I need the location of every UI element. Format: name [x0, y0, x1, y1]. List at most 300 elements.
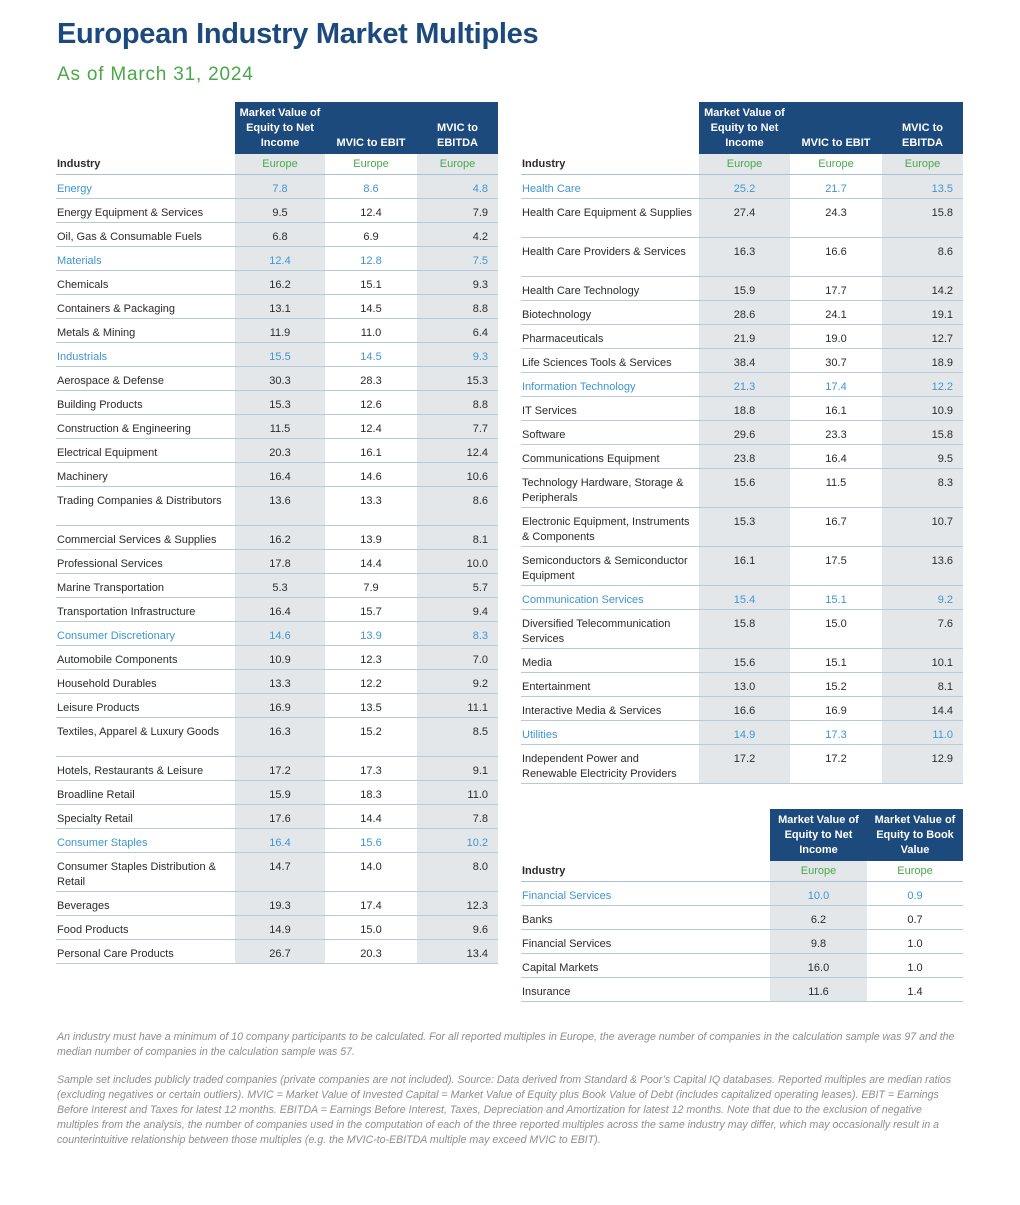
multiple-value: 15.6	[325, 829, 417, 853]
multiple-value: 9.3	[417, 343, 498, 367]
col-header-net-income: Market Value of Equity to Net Income	[699, 102, 790, 154]
sector-row	[521, 882, 963, 906]
industry-name: Insurance	[521, 978, 770, 1002]
multiple-value: 12.3	[417, 892, 498, 916]
multiple-value: 13.3	[235, 670, 325, 694]
multiple-value: 10.0	[417, 550, 498, 574]
multiple-value: 14.2	[882, 277, 963, 301]
multiple-value: 18.9	[882, 349, 963, 373]
multiple-value: 17.4	[325, 892, 417, 916]
table-row	[56, 415, 498, 439]
multiple-value: 24.1	[790, 301, 882, 325]
multiple-value: 26.7	[235, 940, 325, 964]
multiple-value: 12.4	[417, 439, 498, 463]
table-row	[521, 610, 963, 649]
multiple-value: 19.1	[882, 301, 963, 325]
industry-name: Automobile Components	[56, 646, 235, 670]
multiple-value: 11.0	[417, 781, 498, 805]
multiple-value: 27.4	[699, 199, 790, 238]
industry-name: Oil, Gas & Consumable Fuels	[56, 223, 235, 247]
footnote-sample-size: An industry must have a minimum of 10 company participants to be calculated. For all reported multiples in Europe, the average number of companies in the calculation sample was 97 and the median number of companies in the calculation sample was 57.	[57, 1031, 955, 1058]
table-row	[521, 547, 963, 586]
table-row	[521, 508, 963, 547]
multiple-value: 25.2	[699, 175, 790, 199]
sector-row	[56, 175, 498, 199]
table-row	[56, 550, 498, 574]
multiple-value: 0.9	[867, 882, 963, 906]
multiple-value: 8.6	[325, 175, 417, 199]
multiple-value: 16.6	[699, 697, 790, 721]
multiple-value: 24.3	[790, 199, 882, 238]
multiple-value: 15.8	[699, 610, 790, 649]
multiple-value: 17.6	[235, 805, 325, 829]
multiple-value: 19.3	[235, 892, 325, 916]
col-header-mvic-ebitda: MVIC to EBITDA	[417, 102, 498, 154]
multiple-value: 23.3	[790, 421, 882, 445]
industry-name: Textiles, Apparel & Luxury Goods	[56, 718, 235, 757]
sector-row	[521, 721, 963, 745]
multiple-value: 14.4	[325, 550, 417, 574]
sector-row	[56, 343, 498, 367]
multiple-value: 6.9	[325, 223, 417, 247]
multiple-value: 7.6	[882, 610, 963, 649]
industry-name: Materials	[56, 247, 235, 271]
industry-name: Beverages	[56, 892, 235, 916]
col-header-mvic-ebit: MVIC to EBIT	[325, 102, 417, 154]
industry-name: Commercial Services & Supplies	[56, 526, 235, 550]
multiple-value: 15.3	[417, 367, 498, 391]
multiple-value: 13.5	[325, 694, 417, 718]
industry-name: Chemicals	[56, 271, 235, 295]
multiple-value: 19.0	[790, 325, 882, 349]
multiple-value: 13.6	[882, 547, 963, 586]
table-row	[56, 718, 498, 757]
multiple-value: 17.5	[790, 547, 882, 586]
financial-multiples-table	[521, 809, 963, 1002]
table-row	[56, 598, 498, 622]
multiple-value: 21.7	[790, 175, 882, 199]
multiple-value: 14.0	[325, 853, 417, 892]
multiple-value: 14.7	[235, 853, 325, 892]
multiple-value: 17.3	[790, 721, 882, 745]
industry-name: Energy	[56, 175, 235, 199]
multiple-value: 16.9	[790, 697, 882, 721]
industry-name: Containers & Packaging	[56, 295, 235, 319]
industry-name: Software	[521, 421, 699, 445]
multiple-value: 13.1	[235, 295, 325, 319]
table-row	[56, 295, 498, 319]
multiple-value: 20.3	[325, 940, 417, 964]
table-row	[56, 463, 498, 487]
multiple-value: 17.2	[790, 745, 882, 784]
region-label: Europe	[699, 154, 790, 175]
industry-name: Utilities	[521, 721, 699, 745]
industry-name: Semiconductors & Semiconductor Equipment	[521, 547, 699, 586]
industry-name: Communications Equipment	[521, 445, 699, 469]
multiple-value: 14.6	[325, 463, 417, 487]
region-label: Europe	[882, 154, 963, 175]
table-row	[56, 757, 498, 781]
table-row	[56, 199, 498, 223]
multiple-value: 8.3	[417, 622, 498, 646]
table-row	[521, 978, 963, 1002]
table-row	[521, 697, 963, 721]
multiple-value: 10.7	[882, 508, 963, 547]
table-row	[521, 649, 963, 673]
industry-name: Personal Care Products	[56, 940, 235, 964]
multiple-value: 21.9	[699, 325, 790, 349]
industry-name: Consumer Staples Distribution & Retail	[56, 853, 235, 892]
multiple-value: 11.0	[882, 721, 963, 745]
industry-name: Machinery	[56, 463, 235, 487]
multiple-value: 7.8	[417, 805, 498, 829]
multiple-value: 16.1	[699, 547, 790, 586]
table-row	[521, 238, 963, 277]
industry-name: Marine Transportation	[56, 574, 235, 598]
multiple-value: 15.1	[790, 649, 882, 673]
region-label: Europe	[235, 154, 325, 175]
multiple-value: 10.9	[235, 646, 325, 670]
multiple-value: 9.2	[882, 586, 963, 610]
col-header-industry: Industry	[521, 154, 699, 175]
multiple-value: 1.0	[867, 930, 963, 954]
table-row	[56, 805, 498, 829]
table-row	[56, 646, 498, 670]
sector-row	[521, 373, 963, 397]
multiple-value: 15.4	[699, 586, 790, 610]
industry-name: Consumer Staples	[56, 829, 235, 853]
sector-row	[56, 829, 498, 853]
multiple-value: 28.6	[699, 301, 790, 325]
table-row	[56, 526, 498, 550]
table-row	[521, 325, 963, 349]
multiple-value: 16.4	[235, 463, 325, 487]
industry-name: Hotels, Restaurants & Leisure	[56, 757, 235, 781]
table-row	[56, 487, 498, 526]
multiple-value: 13.6	[235, 487, 325, 526]
table-row	[521, 469, 963, 508]
multiple-value: 9.5	[882, 445, 963, 469]
industry-name: Food Products	[56, 916, 235, 940]
left-multiples-table	[56, 102, 498, 964]
multiple-value: 4.8	[417, 175, 498, 199]
multiple-value: 7.8	[235, 175, 325, 199]
industry-name: Professional Services	[56, 550, 235, 574]
multiple-value: 38.4	[699, 349, 790, 373]
multiple-value: 9.3	[417, 271, 498, 295]
multiple-value: 9.5	[235, 199, 325, 223]
industry-name: Interactive Media & Services	[521, 697, 699, 721]
multiple-value: 12.9	[882, 745, 963, 784]
col-header-industry: Industry	[56, 154, 235, 175]
multiple-value: 16.4	[790, 445, 882, 469]
multiple-value: 17.4	[790, 373, 882, 397]
multiple-value: 13.0	[699, 673, 790, 697]
sector-row	[521, 586, 963, 610]
multiple-value: 10.6	[417, 463, 498, 487]
multiple-value: 12.2	[325, 670, 417, 694]
table-row	[56, 916, 498, 940]
multiple-value: 14.4	[882, 697, 963, 721]
multiple-value: 10.1	[882, 649, 963, 673]
region-label: Europe	[867, 861, 963, 882]
multiple-value: 8.1	[417, 526, 498, 550]
table-row	[56, 892, 498, 916]
multiple-value: 10.0	[770, 882, 867, 906]
multiple-value: 15.3	[699, 508, 790, 547]
industry-name: Health Care Providers & Services	[521, 238, 699, 277]
multiple-value: 17.2	[235, 757, 325, 781]
region-label: Europe	[325, 154, 417, 175]
multiple-value: 15.1	[325, 271, 417, 295]
multiple-value: 13.4	[417, 940, 498, 964]
multiple-value: 12.4	[325, 415, 417, 439]
sector-row	[521, 175, 963, 199]
multiple-value: 6.4	[417, 319, 498, 343]
multiple-value: 11.1	[417, 694, 498, 718]
multiple-value: 12.2	[882, 373, 963, 397]
multiple-value: 11.9	[235, 319, 325, 343]
industry-name: Biotechnology	[521, 301, 699, 325]
multiple-value: 12.7	[882, 325, 963, 349]
multiple-value: 14.5	[325, 295, 417, 319]
multiple-value: 7.7	[417, 415, 498, 439]
table-row	[521, 397, 963, 421]
multiple-value: 13.9	[325, 622, 417, 646]
industry-name: Capital Markets	[521, 954, 770, 978]
multiple-value: 15.7	[325, 598, 417, 622]
multiple-value: 9.2	[417, 670, 498, 694]
industry-name: Health Care	[521, 175, 699, 199]
multiple-value: 11.5	[235, 415, 325, 439]
col-header-mvic-ebitda: MVIC to EBITDA	[882, 102, 963, 154]
multiple-value: 15.5	[235, 343, 325, 367]
multiple-value: 8.8	[417, 295, 498, 319]
industry-name: Broadline Retail	[56, 781, 235, 805]
multiple-value: 13.3	[325, 487, 417, 526]
page-title: European Industry Market Multiples	[57, 18, 539, 50]
multiple-value: 5.7	[417, 574, 498, 598]
multiple-value: 16.9	[235, 694, 325, 718]
multiple-value: 9.8	[770, 930, 867, 954]
sector-row	[56, 622, 498, 646]
multiple-value: 6.8	[235, 223, 325, 247]
col-header-mvic-ebit: MVIC to EBIT	[790, 102, 882, 154]
multiple-value: 12.4	[325, 199, 417, 223]
industry-name: Leisure Products	[56, 694, 235, 718]
col-header-net-income: Market Value of Equity to Net Income	[770, 809, 867, 861]
multiple-value: 23.8	[699, 445, 790, 469]
multiple-value: 12.4	[235, 247, 325, 271]
table-row	[521, 445, 963, 469]
multiple-value: 17.8	[235, 550, 325, 574]
table-row	[521, 954, 963, 978]
multiple-value: 9.1	[417, 757, 498, 781]
industry-name: Technology Hardware, Storage & Peripherals	[521, 469, 699, 508]
multiple-value: 11.5	[790, 469, 882, 508]
multiple-value: 16.2	[235, 271, 325, 295]
multiple-value: 8.8	[417, 391, 498, 415]
multiple-value: 18.8	[699, 397, 790, 421]
multiple-value: 13.5	[882, 175, 963, 199]
multiple-value: 14.4	[325, 805, 417, 829]
multiple-value: 8.6	[417, 487, 498, 526]
multiple-value: 13.9	[325, 526, 417, 550]
multiple-value: 10.9	[882, 397, 963, 421]
multiple-value: 16.3	[699, 238, 790, 277]
table-row	[56, 574, 498, 598]
industry-name: Health Care Technology	[521, 277, 699, 301]
multiple-value: 14.6	[235, 622, 325, 646]
industry-name: Trading Companies & Distributors	[56, 487, 235, 526]
multiple-value: 15.2	[325, 718, 417, 757]
table-row	[521, 301, 963, 325]
multiple-value: 5.3	[235, 574, 325, 598]
multiple-value: 16.4	[235, 829, 325, 853]
multiple-value: 16.0	[770, 954, 867, 978]
industry-name: Aerospace & Defense	[56, 367, 235, 391]
region-label: Europe	[790, 154, 882, 175]
multiple-value: 15.0	[790, 610, 882, 649]
table-row	[521, 930, 963, 954]
table-row	[56, 940, 498, 964]
multiple-value: 10.2	[417, 829, 498, 853]
sector-row	[56, 247, 498, 271]
col-header-book-value: Market Value of Equity to Book Value	[867, 809, 963, 861]
industry-name: Communication Services	[521, 586, 699, 610]
multiple-value: 16.1	[790, 397, 882, 421]
table-row	[521, 421, 963, 445]
industry-name: Media	[521, 649, 699, 673]
col-header-net-income: Market Value of Equity to Net Income	[235, 102, 325, 154]
industry-name: Transportation Infrastructure	[56, 598, 235, 622]
multiple-value: 16.2	[235, 526, 325, 550]
multiple-value: 7.0	[417, 646, 498, 670]
industry-name: Electrical Equipment	[56, 439, 235, 463]
region-label: Europe	[417, 154, 498, 175]
table-row	[56, 367, 498, 391]
multiple-value: 12.8	[325, 247, 417, 271]
multiple-value: 8.5	[417, 718, 498, 757]
multiple-value: 8.0	[417, 853, 498, 892]
multiple-value: 9.4	[417, 598, 498, 622]
multiple-value: 15.0	[325, 916, 417, 940]
region-label: Europe	[770, 861, 867, 882]
industry-name: Independent Power and Renewable Electricity Providers	[521, 745, 699, 784]
multiple-value: 1.0	[867, 954, 963, 978]
industry-name: Life Sciences Tools & Services	[521, 349, 699, 373]
multiple-value: 15.8	[882, 199, 963, 238]
multiple-value: 8.1	[882, 673, 963, 697]
table-row	[56, 781, 498, 805]
table-row	[521, 673, 963, 697]
multiple-value: 8.3	[882, 469, 963, 508]
multiple-value: 7.9	[325, 574, 417, 598]
multiple-value: 9.6	[417, 916, 498, 940]
industry-name: Diversified Telecommunication Services	[521, 610, 699, 649]
industry-name: Information Technology	[521, 373, 699, 397]
industry-name: Electronic Equipment, Instruments & Components	[521, 508, 699, 547]
table-row	[521, 199, 963, 238]
multiple-value: 30.7	[790, 349, 882, 373]
multiple-value: 15.1	[790, 586, 882, 610]
industry-name: Financial Services	[521, 930, 770, 954]
multiple-value: 14.5	[325, 343, 417, 367]
multiple-value: 16.3	[235, 718, 325, 757]
industry-name: Metals & Mining	[56, 319, 235, 343]
multiple-value: 14.9	[235, 916, 325, 940]
multiple-value: 1.4	[867, 978, 963, 1002]
table-row	[56, 391, 498, 415]
multiple-value: 30.3	[235, 367, 325, 391]
table-row	[56, 223, 498, 247]
multiple-value: 28.3	[325, 367, 417, 391]
table-row	[56, 694, 498, 718]
table-row	[56, 670, 498, 694]
table-row	[521, 277, 963, 301]
multiple-value: 11.0	[325, 319, 417, 343]
multiple-value: 18.3	[325, 781, 417, 805]
table-row	[56, 319, 498, 343]
multiple-value: 11.6	[770, 978, 867, 1002]
multiple-value: 16.7	[790, 508, 882, 547]
multiple-value: 12.6	[325, 391, 417, 415]
industry-name: Health Care Equipment & Supplies	[521, 199, 699, 238]
multiple-value: 15.3	[235, 391, 325, 415]
table-row	[521, 745, 963, 784]
industry-name: Pharmaceuticals	[521, 325, 699, 349]
industry-name: Construction & Engineering	[56, 415, 235, 439]
multiple-value: 15.9	[235, 781, 325, 805]
footnote-methodology: Sample set includes publicly traded companies (private companies are not included). Source: Data derived from Standard & Poor’s Capital IQ databases. Reported multiples are median ratios (excluding negatives or certain outliers). MVIC = Market Value of Invested Capital = Market Value of Equity plus Book Value of Debt (includes capitalized operating leases). EBIT = Earnings Before Interest and Taxes for latest 12 months. EBITDA = Earnings Before Interest, Taxes, Depreciation and Amortization for latest 12 months. Note that due to the exclusion of negative multiples from the analysis, the number of companies used in the computation of each of the three reported multiples across the same industry may differ, which may occasionally result in a counterintuitive relationship between those multiples (e.g. the MVIC-to-EBITDA multiple may exceed MVIC to EBIT).	[57, 1074, 952, 1146]
industry-name: Consumer Discretionary	[56, 622, 235, 646]
multiple-value: 7.9	[417, 199, 498, 223]
col-header-industry: Industry	[521, 861, 770, 882]
table-row	[56, 853, 498, 892]
page-subtitle: As of March 31, 2024	[57, 64, 254, 85]
multiple-value: 17.7	[790, 277, 882, 301]
multiple-value: 15.6	[699, 469, 790, 508]
table-row	[56, 271, 498, 295]
multiple-value: 12.3	[325, 646, 417, 670]
multiple-value: 4.2	[417, 223, 498, 247]
multiple-value: 15.9	[699, 277, 790, 301]
table-row	[521, 349, 963, 373]
multiple-value: 16.1	[325, 439, 417, 463]
multiple-value: 17.2	[699, 745, 790, 784]
industry-name: Household Durables	[56, 670, 235, 694]
multiple-value: 14.9	[699, 721, 790, 745]
right-multiples-table	[521, 102, 963, 784]
industry-name: Financial Services	[521, 882, 770, 906]
multiple-value: 20.3	[235, 439, 325, 463]
industry-name: Entertainment	[521, 673, 699, 697]
multiple-value: 29.6	[699, 421, 790, 445]
table-row	[56, 439, 498, 463]
industry-name: Industrials	[56, 343, 235, 367]
multiple-value: 15.2	[790, 673, 882, 697]
industry-name: IT Services	[521, 397, 699, 421]
industry-name: Energy Equipment & Services	[56, 199, 235, 223]
table-row	[521, 906, 963, 930]
multiple-value: 16.6	[790, 238, 882, 277]
industry-name: Banks	[521, 906, 770, 930]
industry-name: Building Products	[56, 391, 235, 415]
multiple-value: 16.4	[235, 598, 325, 622]
multiple-value: 21.3	[699, 373, 790, 397]
multiple-value: 15.6	[699, 649, 790, 673]
multiple-value: 7.5	[417, 247, 498, 271]
